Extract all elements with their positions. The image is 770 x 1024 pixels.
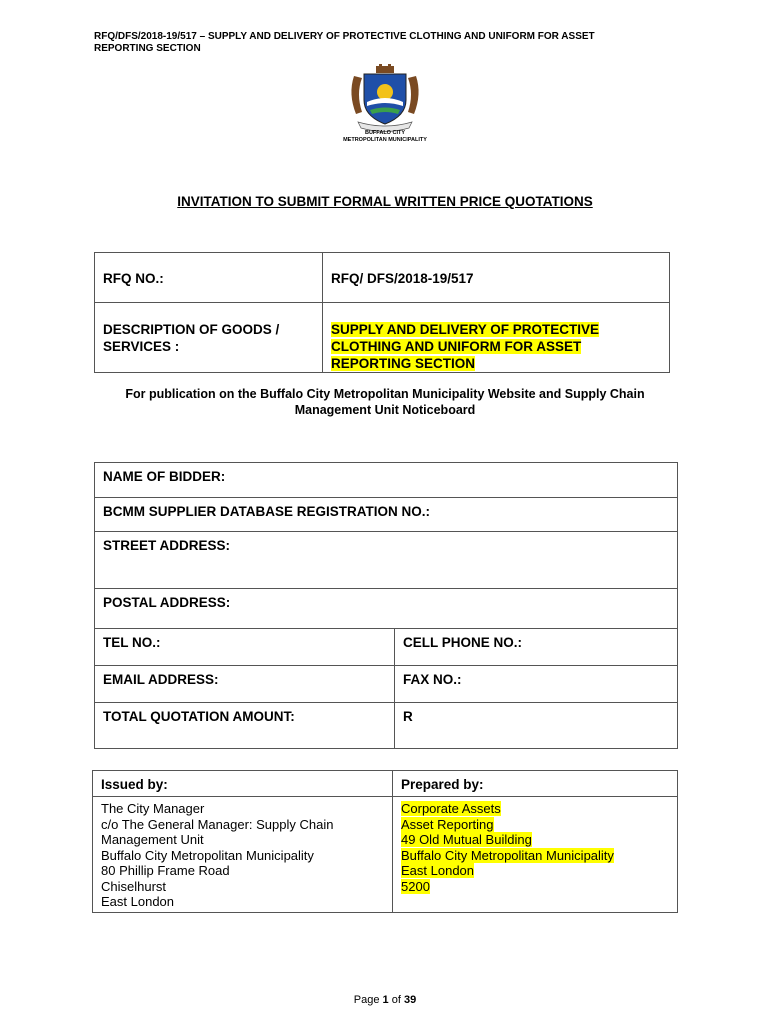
issued-by-label: Issued by: [93, 771, 393, 797]
issued-by-line: Chiselhurst [101, 878, 167, 894]
total-quotation-label: TOTAL QUOTATION AMOUNT: [95, 703, 395, 749]
issued-by-address [93, 797, 393, 913]
prepared-by-address [393, 797, 678, 913]
document-title: INVITATION TO SUBMIT FORMAL WRITTEN PRICE QUOTATIONS [177, 194, 593, 209]
bidder-details-table [94, 462, 678, 749]
issue-details-table [92, 770, 678, 913]
rfq-number-label: RFQ NO.: [95, 253, 323, 303]
description-label: DESCRIPTION OF GOODS / SERVICES : [95, 303, 323, 373]
supplier-registration-field[interactable]: BCMM SUPPLIER DATABASE REGISTRATION NO.: [95, 498, 678, 532]
header-reference: RFQ/DFS/2018-19/517 – SUPPLY AND DELIVERY OF PROTECTIVE CLOTHING AND UNIFORM FOR ASSET REPORTING SECTION [94, 31, 595, 54]
cell-phone-field[interactable]: CELL PHONE NO.: [395, 629, 678, 666]
rfq-table [94, 252, 670, 373]
issued-by-line: The City Manager [101, 801, 205, 816]
issued-by-line: Buffalo City Metropolitan Municipality [101, 847, 314, 863]
postal-address-field[interactable]: POSTAL ADDRESS: [95, 589, 678, 629]
rfq-number-value: RFQ/ DFS/2018-19/517 [323, 253, 670, 303]
tel-number-field[interactable]: TEL NO.: [95, 629, 395, 666]
issued-by-line: 80 Phillip Frame Road [101, 863, 230, 878]
page-footer [0, 994, 770, 1006]
issued-by-line: East London [101, 894, 175, 909]
publication-note: For publication on the Buffalo City Metropolitan Municipality Website and Supply Chain Management Unit Noticeboard [125, 387, 645, 417]
municipality-logo [340, 64, 430, 144]
prepared-by-line: Buffalo City Metropolitan Municipality [401, 847, 614, 863]
prepared-by-line: 49 Old Mutual Building [401, 832, 532, 847]
fax-number-field[interactable]: FAX NO.: [395, 666, 678, 703]
prepared-by-line: Corporate Assets [401, 801, 501, 816]
logo-text-line2: METROPOLITAN MUNICIPALITY [343, 136, 427, 143]
prepared-by-label: Prepared by: [393, 771, 678, 797]
issued-by-line: c/o The General Manager: Supply Chain [101, 816, 334, 832]
prepared-by-line: 5200 [401, 878, 430, 894]
total-quotation-field[interactable]: R [395, 703, 678, 749]
prepared-by-line: East London [401, 863, 475, 878]
issued-by-line: Management Unit [101, 832, 204, 847]
description-value-cell [323, 303, 670, 373]
page-word: Page [353, 994, 380, 1006]
prepared-by-line: Asset Reporting [401, 816, 494, 832]
bidder-name-field[interactable]: NAME OF BIDDER: [95, 463, 678, 498]
of-word: of [391, 994, 401, 1006]
logo-text-line1: BUFFALO CITY [364, 130, 406, 136]
street-address-field[interactable]: STREET ADDRESS: [95, 532, 678, 589]
page-number: 1 [382, 994, 389, 1006]
description-value: SUPPLY AND DELIVERY OF PROTECTIVE CLOTHING AND UNIFORM FOR ASSET REPORTING SECTION [331, 322, 600, 371]
total-pages: 39 [403, 994, 417, 1006]
email-address-field[interactable]: EMAIL ADDRESS: [95, 666, 395, 703]
